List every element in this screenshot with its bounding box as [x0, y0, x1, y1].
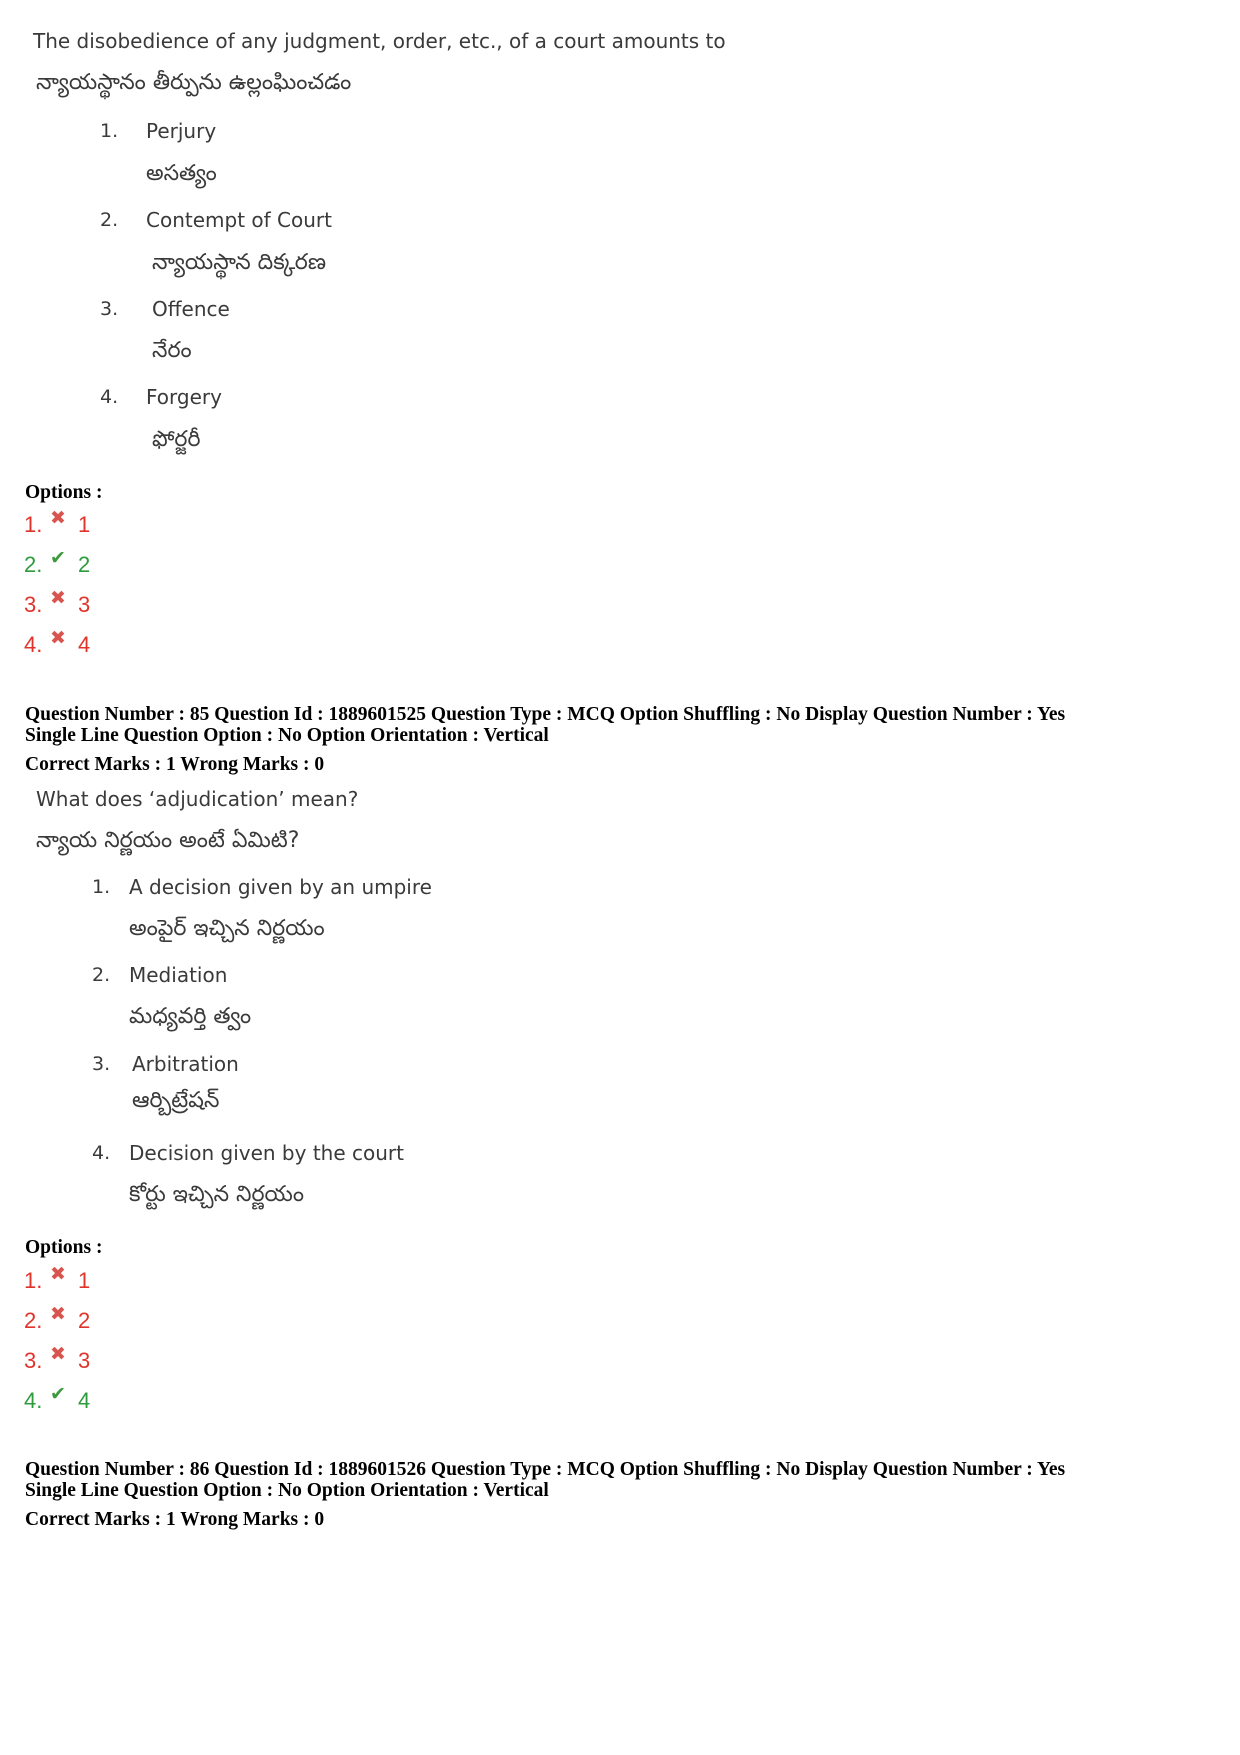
check-icon: ✔	[50, 1384, 66, 1405]
q85-choice-2-telugu: మధ్యవర్తి త్వం	[129, 1004, 252, 1029]
q84-choice-1-number: 1.	[100, 120, 119, 142]
option-number: 4.	[24, 1388, 43, 1413]
option-value: 3	[78, 592, 91, 617]
q84-choice-2-english: Contempt of Court	[146, 208, 332, 232]
option-number: 1.	[24, 1268, 43, 1293]
q84-choice-3-number: 3.	[100, 298, 119, 320]
option-number: 1.	[24, 512, 43, 537]
option-value: 1	[78, 1268, 91, 1293]
q84-choice-1-telugu: అసత్యం	[146, 161, 217, 186]
q85-choice-1-telugu: అంపైర్ ఇచ్చిన నిర్ణయం	[129, 916, 325, 941]
q84-option-1	[24, 508, 91, 538]
q86-header-line-2: Single Line Question Option : No Option Orientation : Vertical	[25, 1480, 549, 1501]
q84-choice-4-number: 4.	[100, 386, 119, 408]
q85-question-english: What does ‘adjudication’ mean?	[36, 787, 359, 811]
cross-icon: ✖	[50, 508, 66, 529]
option-value: 4	[78, 1388, 91, 1413]
q84-choice-3-english: Offence	[152, 297, 230, 321]
q84-question-english: The disobedience of any judgment, order, etc., of a court amounts to	[33, 29, 726, 53]
q84-option-3	[24, 588, 91, 618]
q84-choice-2-telugu: న్యాయస్థాన దిక్కరణ	[152, 250, 326, 275]
option-value: 3	[78, 1348, 91, 1373]
q85-question-telugu: న్యాయ నిర్ణయం అంటే ఏమిటి?	[36, 828, 300, 853]
cross-icon: ✖	[50, 588, 66, 609]
q85-choice-1-english: A decision given by an umpire	[129, 875, 432, 899]
q85-option-3	[24, 1344, 91, 1374]
q85-choice-2-number: 2.	[92, 964, 111, 986]
q85-choice-1-number: 1.	[92, 876, 111, 898]
option-number: 3.	[24, 592, 43, 617]
q85-choice-3-number: 3.	[92, 1053, 111, 1075]
q85-choice-4-telugu: కోర్టు ఇచ్చిన నిర్ణయం	[129, 1182, 304, 1207]
cross-icon: ✖	[50, 1304, 66, 1325]
q85-option-2	[24, 1304, 91, 1334]
q84-choice-4-telugu: ఫోర్జరీ	[152, 427, 201, 452]
q85-choice-2-english: Mediation	[129, 963, 228, 987]
q85-header-line-2: Single Line Question Option : No Option Orientation : Vertical	[25, 725, 549, 746]
option-number: 2.	[24, 1308, 43, 1333]
q84-choice-4-english: Forgery	[146, 385, 222, 409]
q84-choice-1-english: Perjury	[146, 119, 217, 143]
option-value: 2	[78, 552, 91, 577]
q86-header-line-1: Question Number : 86 Question Id : 1889601526 Question Type : MCQ Option Shuffling : No Display Question Number : Yes	[25, 1459, 1066, 1480]
q86-marks: Correct Marks : 1 Wrong Marks : 0	[25, 1509, 325, 1530]
q85-header-line-1: Question Number : 85 Question Id : 1889601525 Question Type : MCQ Option Shuffling : No Display Question Number : Yes	[25, 704, 1066, 725]
cross-icon: ✖	[50, 628, 66, 649]
q85-choice-4-number: 4.	[92, 1142, 111, 1164]
cross-icon: ✖	[50, 1264, 66, 1285]
q84-option-2	[24, 548, 91, 578]
q84-question-telugu: న్యాయస్థానం తీర్పును ఉల్లంఘించడం	[36, 70, 352, 95]
cross-icon: ✖	[50, 1344, 66, 1365]
q84-option-4	[24, 628, 91, 658]
q85-choice-3-english: Arbitration	[132, 1052, 239, 1076]
q85-options-label: Options :	[25, 1237, 103, 1258]
q84-choice-3-telugu: నేరం	[152, 338, 192, 363]
option-value: 1	[78, 512, 91, 537]
q84-choice-2-number: 2.	[100, 209, 119, 231]
q85-choice-4-english: Decision given by the court	[129, 1141, 404, 1165]
q85-option-1	[24, 1264, 91, 1294]
option-number: 2.	[24, 552, 43, 577]
option-value: 2	[78, 1308, 91, 1333]
option-number: 4.	[24, 632, 43, 657]
q85-choice-3-telugu: ఆర్బిట్రేషన్	[132, 1088, 220, 1113]
option-value: 4	[78, 632, 91, 657]
option-number: 3.	[24, 1348, 43, 1373]
q85-option-4	[24, 1384, 91, 1414]
q84-options-label: Options :	[25, 482, 103, 503]
check-icon: ✔	[50, 548, 66, 569]
q85-marks: Correct Marks : 1 Wrong Marks : 0	[25, 754, 325, 775]
